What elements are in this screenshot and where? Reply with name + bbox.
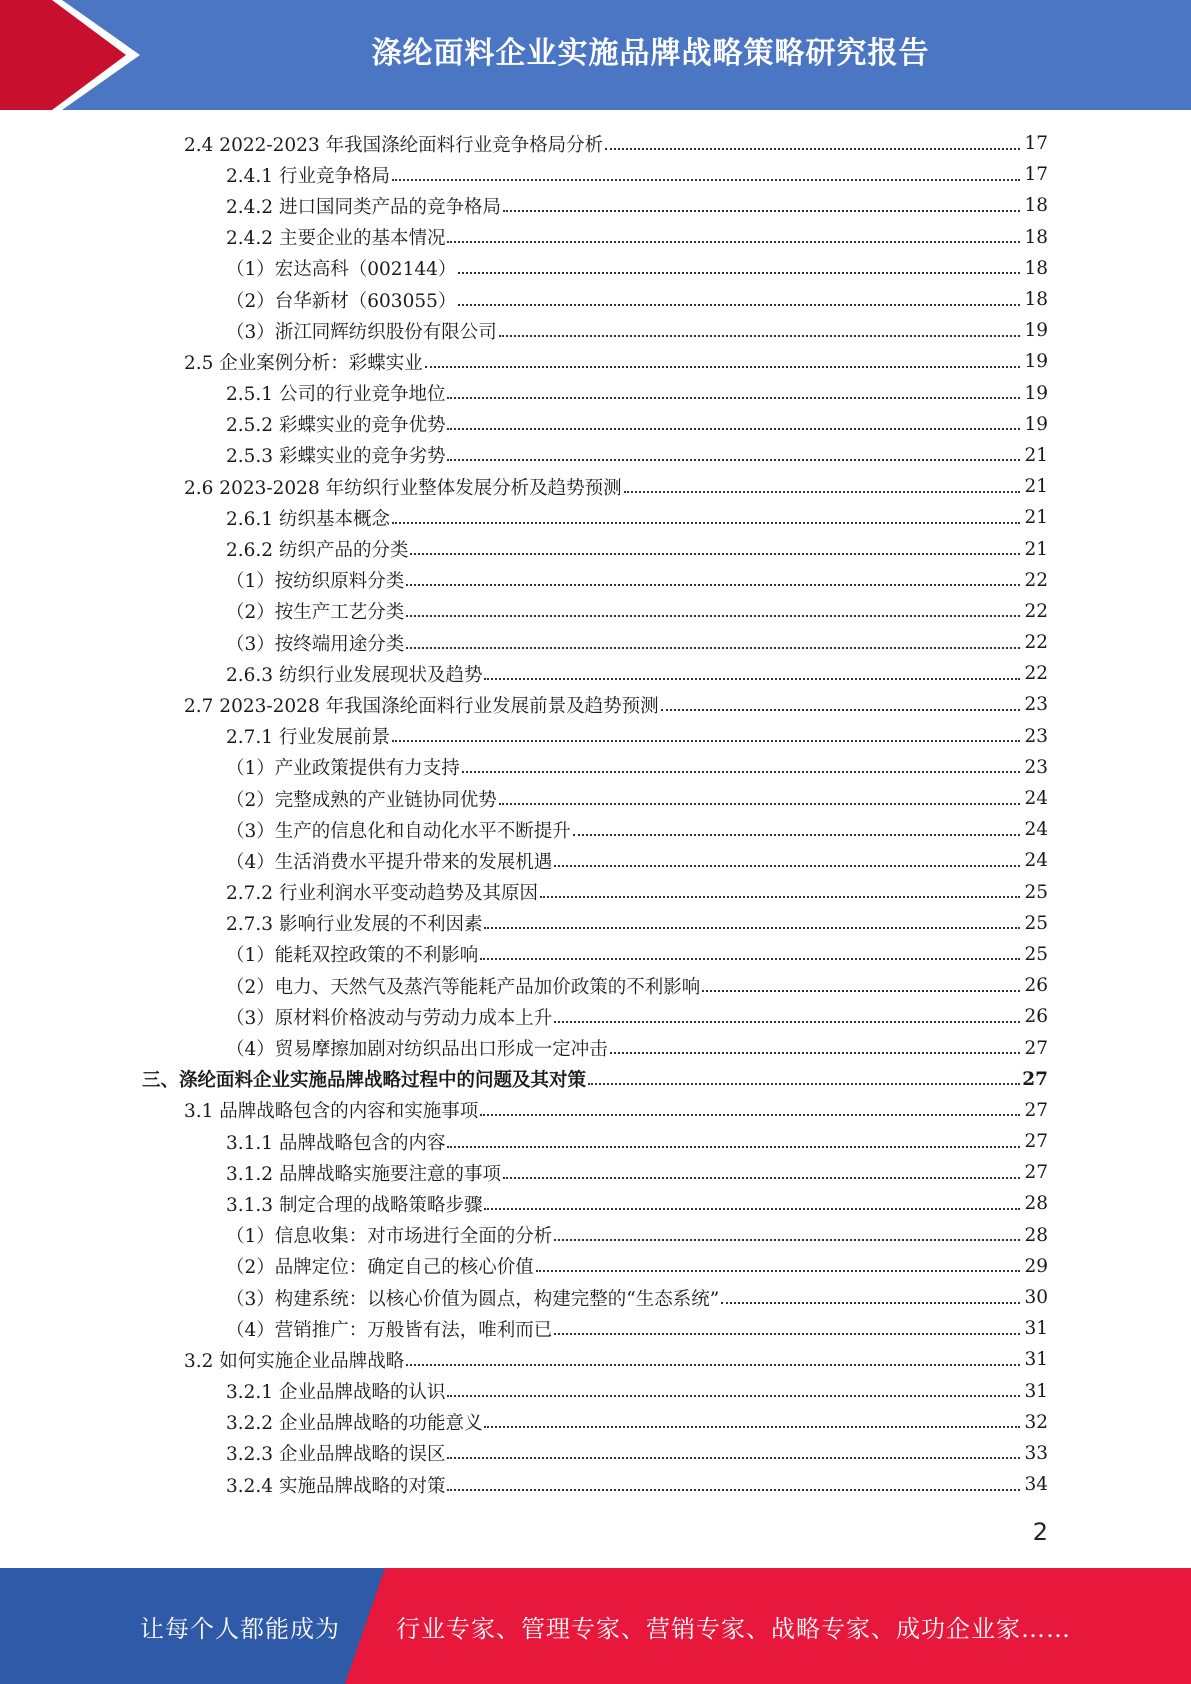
toc-entry[interactable] <box>0 970 1191 1001</box>
table-of-contents <box>0 128 1191 1500</box>
page-number: 2 <box>1032 1518 1048 1546</box>
toc-entry-label: （2）完整成熟的产业链协同优势 <box>226 789 497 811</box>
toc-dot-leader <box>484 1190 1020 1210</box>
toc-entry-page: 22 <box>1024 600 1048 622</box>
toc-entry[interactable] <box>0 1313 1191 1344</box>
toc-entry-page: 19 <box>1024 382 1048 404</box>
toc-entry[interactable] <box>0 222 1191 253</box>
toc-entry[interactable] <box>0 658 1191 689</box>
toc-dot-leader <box>480 940 1020 960</box>
toc-dot-leader <box>484 1408 1020 1428</box>
toc-entry[interactable] <box>0 1095 1191 1126</box>
toc-dot-leader <box>462 753 1020 773</box>
toc-dot-leader <box>573 816 1020 836</box>
toc-entry[interactable] <box>0 1376 1191 1407</box>
toc-entry-label: 2.5.3 彩蝶实业的竞争劣势 <box>226 446 446 468</box>
toc-entry[interactable] <box>0 378 1191 409</box>
toc-entry[interactable] <box>0 752 1191 783</box>
toc-entry-label: （3）浙江同辉纺织股份有限公司 <box>226 321 497 343</box>
toc-entry-label: （3）原材料价格波动与劳动力成本上升 <box>226 1007 553 1029</box>
toc-dot-leader <box>484 660 1020 680</box>
toc-entry[interactable] <box>0 1220 1191 1251</box>
toc-entry[interactable] <box>0 1469 1191 1500</box>
toc-entry-page: 32 <box>1024 1411 1048 1433</box>
toc-entry[interactable] <box>0 1001 1191 1032</box>
toc-entry-label: 3.2 如何实施企业品牌战略 <box>184 1350 405 1372</box>
toc-entry-page: 24 <box>1024 819 1048 841</box>
toc-dot-leader <box>406 1346 1020 1366</box>
toc-entry-label: 3.1.3 制定合理的战略策略步骤 <box>226 1194 483 1216</box>
toc-dot-leader <box>702 972 1020 992</box>
toc-entry-page: 26 <box>1024 975 1048 997</box>
toc-entry[interactable] <box>0 1344 1191 1375</box>
toc-entry-label: 3.1.2 品牌战略实施要注意的事项 <box>226 1163 501 1185</box>
toc-entry[interactable] <box>0 1032 1191 1063</box>
toc-entry-label: 3.2.1 企业品牌战略的认识 <box>226 1382 446 1404</box>
toc-dot-leader <box>447 410 1020 430</box>
toc-entry[interactable] <box>0 346 1191 377</box>
toc-dot-leader <box>721 1284 1020 1304</box>
toc-dot-leader <box>447 1439 1020 1459</box>
toc-dot-leader <box>484 909 1020 929</box>
footer-slogan-left: 让每个人都能成为 <box>140 1614 340 1643</box>
toc-entry-label: 3.2.2 企业品牌战略的功能意义 <box>226 1413 483 1435</box>
toc-dot-leader <box>447 1471 1020 1491</box>
toc-entry-page: 25 <box>1024 881 1048 903</box>
toc-dot-leader <box>536 1252 1020 1272</box>
toc-entry[interactable] <box>0 596 1191 627</box>
toc-dot-leader <box>540 878 1020 898</box>
toc-entry-label: （3）构建系统：以核心价值为圆点，构建完整的“生态系统” <box>226 1288 720 1310</box>
toc-entry-label: （2）台华新材（603055） <box>226 290 457 312</box>
toc-entry[interactable] <box>0 159 1191 190</box>
toc-entry-label: （2）品牌定位：确定自己的核心价值 <box>226 1257 534 1279</box>
toc-entry-label: 三、涤纶面料企业实施品牌战略过程中的问题及其对策 <box>142 1070 587 1092</box>
toc-dot-leader <box>554 1315 1020 1335</box>
toc-dot-leader <box>458 286 1020 306</box>
toc-entry-label: 2.6.1 纺织基本概念 <box>226 508 390 530</box>
toc-entry-label: （1）信息收集：对市场进行全面的分析 <box>226 1226 553 1248</box>
toc-entry[interactable] <box>0 1188 1191 1219</box>
toc-entry[interactable] <box>0 565 1191 596</box>
toc-entry-page: 22 <box>1024 663 1048 685</box>
toc-entry[interactable] <box>0 1251 1191 1282</box>
toc-dot-leader <box>503 1159 1020 1179</box>
toc-entry[interactable] <box>0 627 1191 658</box>
toc-entry-label: （1）产业政策提供有力支持 <box>226 758 460 780</box>
toc-entry[interactable] <box>0 1064 1191 1095</box>
toc-entry[interactable] <box>0 471 1191 502</box>
toc-entry-label: 2.5 企业案例分析：彩蝶实业 <box>184 352 423 374</box>
toc-entry-page: 18 <box>1024 257 1048 279</box>
footer-slogan-right: 行业专家、管理专家、营销专家、战略专家、成功企业家…… <box>396 1614 1071 1643</box>
header-arrow-decoration <box>0 0 160 110</box>
toc-entry-label: 2.4.2 进口国同类产品的竞争格局 <box>226 196 501 218</box>
toc-dot-leader <box>392 161 1020 181</box>
toc-entry-page: 24 <box>1024 788 1048 810</box>
toc-entry[interactable] <box>0 939 1191 970</box>
toc-entry[interactable] <box>0 1157 1191 1188</box>
toc-entry-page: 21 <box>1024 476 1048 498</box>
toc-entry[interactable] <box>0 845 1191 876</box>
toc-entry[interactable] <box>0 409 1191 440</box>
toc-dot-leader <box>447 1128 1020 1148</box>
toc-dot-leader <box>447 223 1020 243</box>
toc-dot-leader <box>458 254 1020 274</box>
toc-entry-label: 2.7.3 影响行业发展的不利因素 <box>226 914 483 936</box>
toc-dot-leader <box>503 192 1020 212</box>
toc-entry[interactable] <box>0 908 1191 939</box>
toc-dot-leader <box>605 130 1020 150</box>
toc-entry-label: 3.1 品牌战略包含的内容和实施事项 <box>184 1101 479 1123</box>
toc-entry-page: 23 <box>1024 694 1048 716</box>
toc-dot-leader <box>406 629 1020 649</box>
toc-entry-page: 25 <box>1024 912 1048 934</box>
toc-dot-leader <box>588 1065 1020 1085</box>
page-header <box>0 0 1191 110</box>
toc-entry-page: 21 <box>1024 444 1048 466</box>
toc-entry-page: 24 <box>1024 850 1048 872</box>
toc-entry-label: 3.2.4 实施品牌战略的对策 <box>226 1475 446 1497</box>
toc-entry[interactable] <box>0 1438 1191 1469</box>
toc-dot-leader <box>480 1096 1020 1116</box>
toc-entry-label: （1）宏达高科（002144） <box>226 259 457 281</box>
toc-entry-page: 33 <box>1024 1442 1048 1464</box>
page-footer <box>0 1568 1191 1684</box>
toc-entry-page: 22 <box>1024 569 1048 591</box>
toc-entry[interactable] <box>0 814 1191 845</box>
toc-entry-label: 2.6.2 纺织产品的分类 <box>226 540 409 562</box>
toc-entry[interactable] <box>0 689 1191 720</box>
toc-dot-leader <box>392 504 1020 524</box>
toc-entry-page: 19 <box>1024 351 1048 373</box>
toc-dot-leader <box>554 847 1020 867</box>
toc-entry-page: 21 <box>1024 538 1048 560</box>
toc-entry-page: 21 <box>1024 507 1048 529</box>
toc-entry-label: （2）电力、天然气及蒸汽等能耗产品加价政策的不利影响 <box>226 976 701 998</box>
toc-entry-page: 18 <box>1024 195 1048 217</box>
toc-dot-leader <box>406 566 1020 586</box>
toc-dot-leader <box>425 348 1020 368</box>
toc-entry-page: 27 <box>1024 1037 1048 1059</box>
toc-entry-page: 18 <box>1024 289 1048 311</box>
toc-entry-page: 17 <box>1024 133 1048 155</box>
toc-entry-page: 27 <box>1024 1099 1048 1121</box>
toc-dot-leader <box>392 722 1020 742</box>
toc-entry-page: 31 <box>1024 1349 1048 1371</box>
toc-entry[interactable] <box>0 877 1191 908</box>
toc-entry-page: 17 <box>1024 164 1048 186</box>
toc-entry-page: 28 <box>1024 1224 1048 1246</box>
toc-entry-page: 27 <box>1022 1068 1048 1090</box>
toc-entry-page: 27 <box>1024 1131 1048 1153</box>
toc-entry-label: 2.7 2023-2028 年我国涤纶面料行业发展前景及趋势预测 <box>184 695 659 717</box>
toc-entry-label: 2.5.1 公司的行业竞争地位 <box>226 384 446 406</box>
toc-entry-label: 3.1.1 品牌战略包含的内容 <box>226 1132 446 1154</box>
toc-entry[interactable] <box>0 315 1191 346</box>
toc-entry-label: 2.7.1 行业发展前景 <box>226 727 390 749</box>
toc-entry-label: 2.7.2 行业利润水平变动趋势及其原因 <box>226 883 538 905</box>
toc-entry-page: 31 <box>1024 1380 1048 1402</box>
toc-entry[interactable] <box>0 128 1191 159</box>
toc-dot-leader <box>661 691 1020 711</box>
toc-entry-page: 28 <box>1024 1193 1048 1215</box>
toc-dot-leader <box>624 473 1020 493</box>
toc-entry[interactable] <box>0 1282 1191 1313</box>
toc-entry-label: （1）按纺织原料分类 <box>226 571 405 593</box>
toc-dot-leader <box>410 535 1020 555</box>
toc-entry-label: 2.6.3 纺织行业发展现状及趋势 <box>226 664 483 686</box>
toc-entry-page: 18 <box>1024 226 1048 248</box>
toc-entry[interactable] <box>0 440 1191 471</box>
toc-entry-label: （4）营销推广：万般皆有法，唯利而已 <box>226 1319 553 1341</box>
toc-entry-label: 2.4.2 主要企业的基本情况 <box>226 228 446 250</box>
toc-entry-label: （4）贸易摩擦加剧对纺织品出口形成一定冲击 <box>226 1039 608 1061</box>
toc-entry-label: （2）按生产工艺分类 <box>226 602 405 624</box>
toc-entry[interactable] <box>0 284 1191 315</box>
toc-entry-label: 2.6 2023-2028 年纺织行业整体发展分析及趋势预测 <box>184 477 622 499</box>
toc-dot-leader <box>447 441 1020 461</box>
toc-dot-leader <box>406 597 1020 617</box>
toc-entry-page: 19 <box>1024 413 1048 435</box>
toc-entry[interactable] <box>0 502 1191 533</box>
toc-entry[interactable] <box>0 190 1191 221</box>
toc-entry-label: （1）能耗双控政策的不利影响 <box>226 945 479 967</box>
toc-entry-page: 19 <box>1024 320 1048 342</box>
toc-entry-page: 31 <box>1024 1318 1048 1340</box>
toc-entry[interactable] <box>0 721 1191 752</box>
toc-entry-label: （3）生产的信息化和自动化水平不断提升 <box>226 820 571 842</box>
toc-entry-page: 22 <box>1024 632 1048 654</box>
toc-entry-page: 30 <box>1024 1287 1048 1309</box>
toc-entry[interactable] <box>0 253 1191 284</box>
toc-entry-page: 23 <box>1024 725 1048 747</box>
toc-entry-page: 34 <box>1024 1474 1048 1496</box>
toc-dot-leader <box>447 1377 1020 1397</box>
toc-entry-page: 29 <box>1024 1255 1048 1277</box>
document-title: 涤纶面料企业实施品牌战略策略研究报告 <box>371 36 930 71</box>
toc-dot-leader <box>447 379 1020 399</box>
toc-entry[interactable] <box>0 1407 1191 1438</box>
toc-dot-leader <box>554 1003 1020 1023</box>
toc-entry-label: 2.5.2 彩蝶实业的竞争优势 <box>226 415 446 437</box>
toc-entry-label: 2.4 2022-2023 年我国涤纶面料行业竞争格局分析 <box>184 134 604 156</box>
toc-entry-page: 23 <box>1024 756 1048 778</box>
toc-dot-leader <box>499 317 1020 337</box>
toc-entry-label: 3.2.3 企业品牌战略的误区 <box>226 1444 446 1466</box>
toc-entry-page: 26 <box>1024 1006 1048 1028</box>
toc-entry-label: （4）生活消费水平提升带来的发展机遇 <box>226 851 553 873</box>
toc-dot-leader <box>554 1221 1020 1241</box>
toc-dot-leader <box>610 1034 1020 1054</box>
toc-entry-page: 25 <box>1024 943 1048 965</box>
toc-entry[interactable] <box>0 533 1191 564</box>
toc-entry-label: 2.4.1 行业竞争格局 <box>226 165 390 187</box>
toc-entry[interactable] <box>0 1126 1191 1157</box>
toc-dot-leader <box>499 785 1020 805</box>
toc-entry-label: （3）按终端用途分类 <box>226 633 405 655</box>
toc-entry-page: 27 <box>1024 1162 1048 1184</box>
toc-entry[interactable] <box>0 783 1191 814</box>
